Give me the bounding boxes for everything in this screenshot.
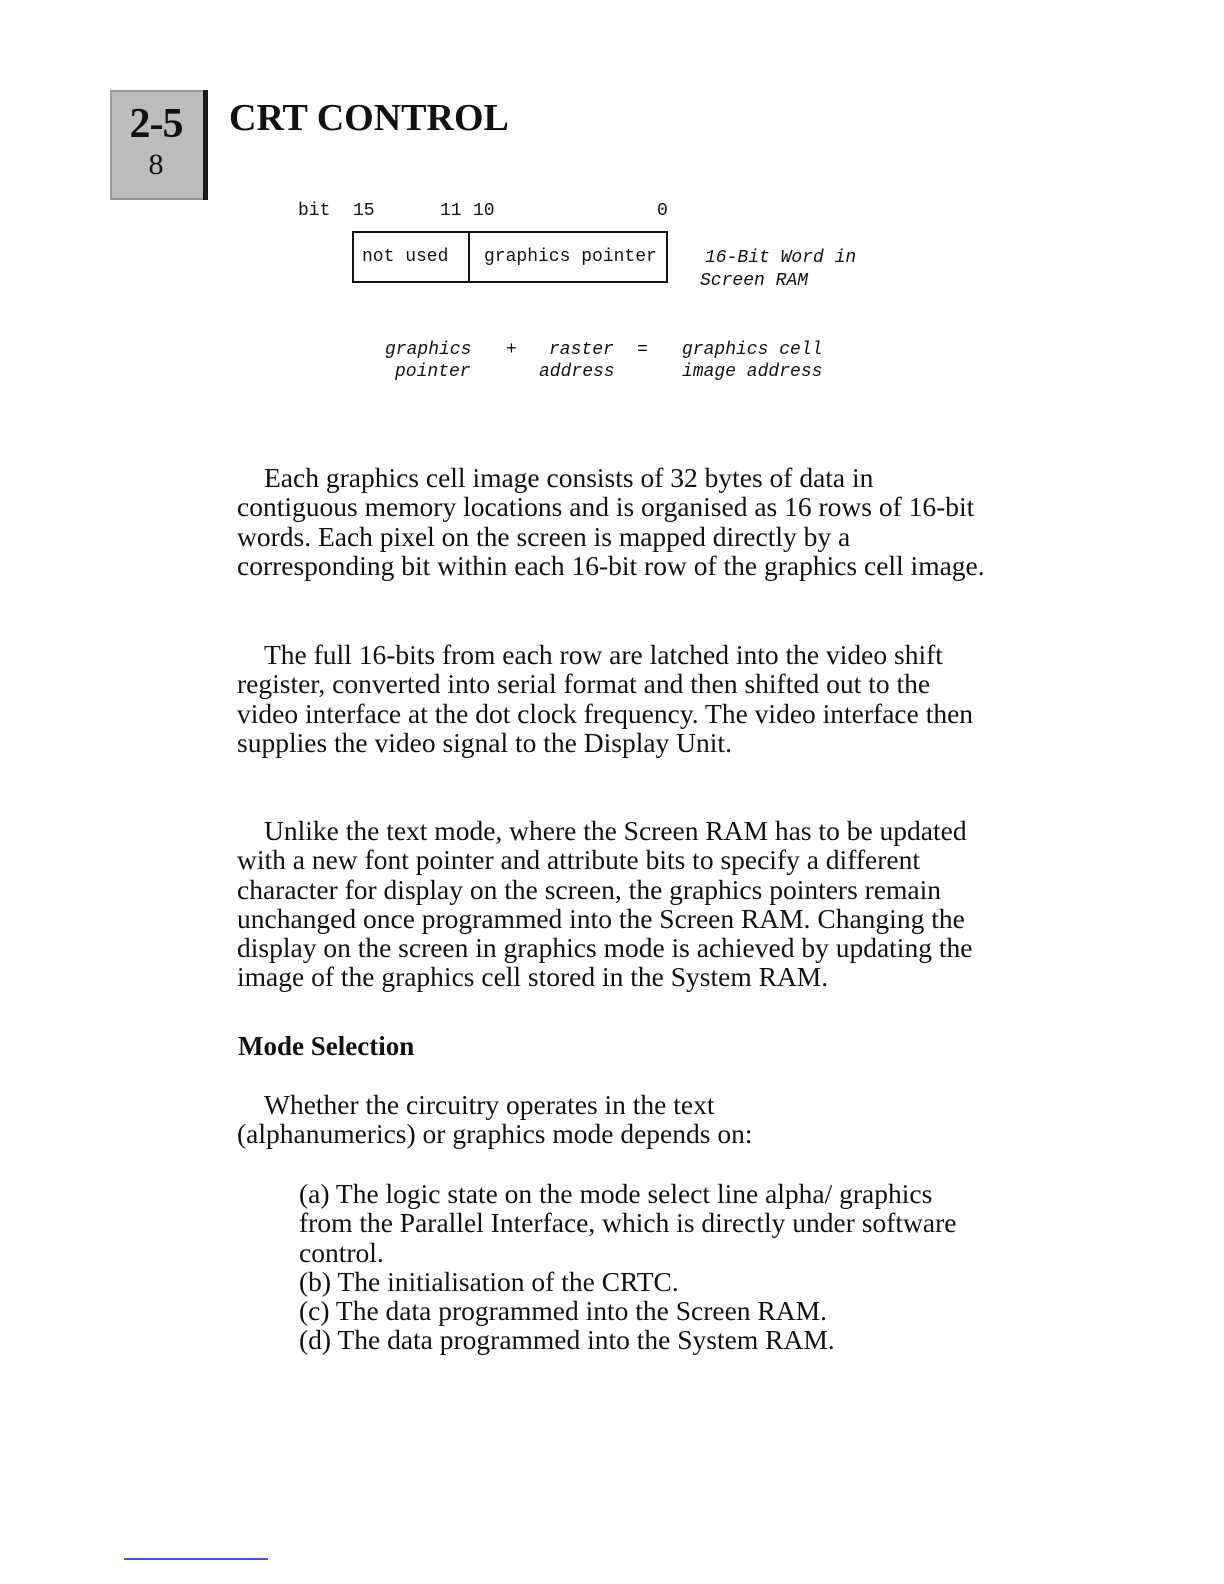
bit-position-0: 0	[657, 201, 668, 221]
page-title: CRT CONTROL	[229, 97, 509, 139]
field-not-used: not used	[362, 247, 449, 267]
section-heading: Mode Selection	[238, 1031, 415, 1061]
word-caption-line2: Screen RAM	[700, 271, 809, 291]
bit-position-15: 15	[353, 201, 375, 221]
mode-conditions-list	[299, 1179, 979, 1355]
register-word-box	[352, 231, 668, 283]
section-tab	[110, 90, 208, 200]
eq-term1-line2: pointer	[395, 362, 471, 382]
section-subnumber: 8	[148, 148, 164, 181]
word-caption-line1: 16-Bit Word in	[705, 248, 857, 268]
bit-label: bit	[298, 201, 331, 221]
paragraph-3: Unlike the text mode, where the Screen RAM has to be updated with a new font pointer and attribute bits to specify a different character for display on the screen, the graphics pointers remain unchanged once programmed into the Screen RAM. Changing the display on the screen in graphics mode is achieved by updating the image of the graphics cell stored in the System RAM.	[237, 815, 973, 993]
mode-intro: Whether the circuitry operates in the text (alphanumerics) or graphics mode depends on:	[237, 1089, 753, 1150]
eq-equals: =	[637, 340, 648, 360]
eq-term2-line2: address	[539, 362, 615, 382]
eq-term2-line1: raster	[549, 340, 614, 360]
field-divider	[468, 233, 470, 281]
tab-rule	[203, 90, 208, 200]
paragraph-1: Each graphics cell image consists of 32 bytes of data in contiguous memory locations and is organised as 16 rows of 16-bit words. Each pixel on the screen is mapped directly by a corresponding bit within each 16-bit row of the graphics cell image.	[237, 462, 985, 581]
paragraph-2: The full 16-bits from each row are latched into the video shift register, converted into serial format and then shifted out to the video interface at the dot clock frequency. The video interface then supplies the video signal to the Display Unit.	[237, 639, 974, 758]
list-item: (d) The data programmed into the System RAM.	[299, 1324, 835, 1356]
footer-rule	[124, 1558, 268, 1560]
list-item: (c) The data programmed into the Screen RAM.	[299, 1295, 827, 1327]
list-item: (b) The initialisation of the CRTC.	[299, 1265, 679, 1297]
field-graphics-pointer: graphics pointer	[484, 247, 657, 267]
section-number: 2-5	[129, 101, 183, 147]
list-item: (a) The logic state on the mode select line alpha/ graphics from the Parallel Interface, which is directly under software control.	[299, 1178, 957, 1268]
bit-position-11: 11	[440, 201, 462, 221]
eq-result-line2: image address	[682, 362, 823, 382]
eq-term1-line1: graphics	[385, 340, 472, 360]
eq-result-line1: graphics cell	[682, 340, 823, 360]
eq-plus: +	[506, 340, 517, 360]
bit-position-10: 10	[473, 201, 495, 221]
